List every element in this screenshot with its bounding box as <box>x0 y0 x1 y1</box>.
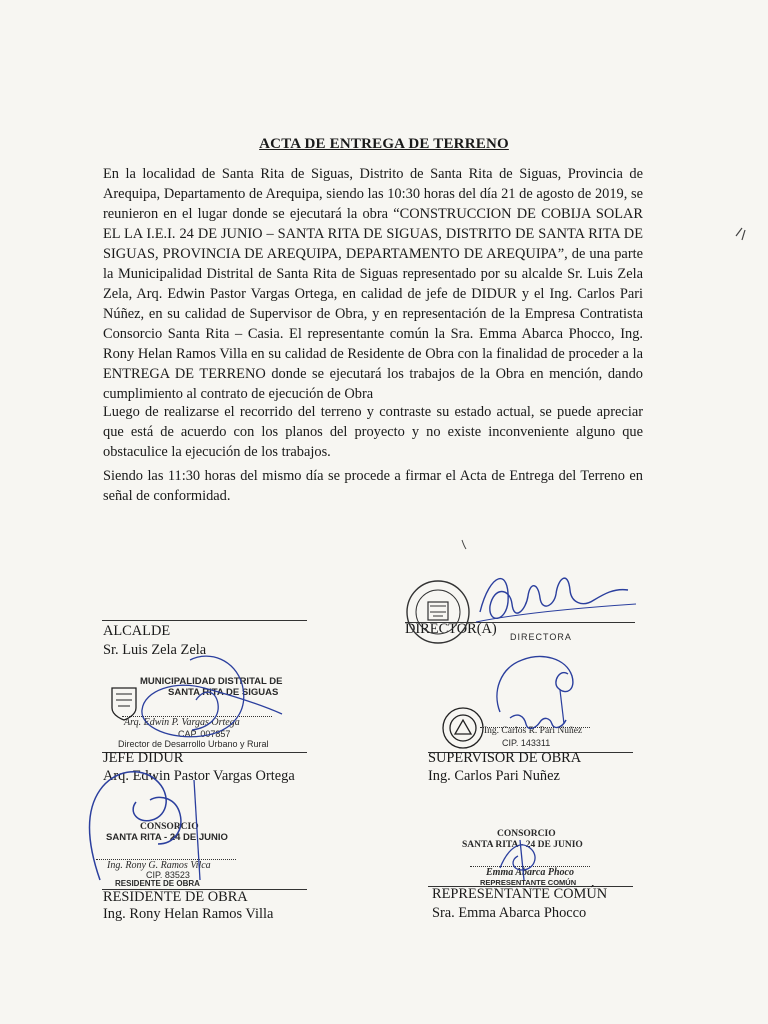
supervisor-name: Ing. Carlos Pari Nuñez <box>428 768 560 784</box>
supervisor-seal-icon <box>443 708 483 748</box>
directora-signature-icon <box>476 578 636 622</box>
paragraph-intro-text: En la localidad de Santa Rita de Siguas, Distrito de Santa Rita de Siguas, Provincia de Arequipa, Departamento de Arequipa, siendo las 10:30 horas del día 21 de agosto de 2019, se reunieron en el lugar donde se ejecutará la obra “CONSTRUCCION DE COBIJA SOLAR EL LA I.E.I. 24 DE JUNIO – SANTA RITA DE SIGUAS, DISTRITO DE SANTA RITA DE SIGUAS, PROVINCIA DE AREQUIPA, DEPARTAMENTO DE AREQUIPA”, de una parte la Municipalidad Distrital de Santa Rita de Siguas representado por su alcalde Sr. Luis Zela Zela, Arq. Edwin Pastor Vargas Ortega, en calidad de jefe de DIDUR y el Ing. Carlos Pari Núñez, en su calidad de Supervisor de Obra, y en representación de la Empresa Contratista Consorcio Santa Rita – Casia. El representante común la Sra. Emma Abarca Phocco, Ing. Rony Helan Ramos Villa en su calidad de Residente de Obra con la finalidad de proceder a la ENTREGA DE TERRENO donde se ejecutará los trabajos de la Obra en mención, dando cumplimiento al contrato de ejecución de Obra <box>103 166 643 402</box>
didur-role: JEFE DIDUR <box>103 750 184 766</box>
paragraph-inspection-text: Luego de realizarse el recorrido del terreno y contraste su estado actual, se puede apreciar que está de acuerdo con los planos del proyecto y no existe inconveniente alguno que obstaculice la ejecución de los trabajos. <box>103 404 643 460</box>
residente-name: Ing. Rony Helan Ramos Villa <box>103 906 274 922</box>
alcalde-role: ALCALDE <box>103 623 171 639</box>
representante-stamp-line-2: SANTA RITA - 24 DE JUNIO <box>462 840 583 850</box>
residente-stamp-cip: CIP. 83523 <box>146 870 190 880</box>
alcalde-signature-line <box>102 620 307 621</box>
supervisor-role: SUPERVISOR DE OBRA <box>428 750 582 766</box>
paragraph-intro <box>103 164 643 404</box>
document-title: ACTA DE ENTREGA DE TERRENO <box>259 136 509 152</box>
residente-stamp-line-1: CONSORCIO <box>140 822 199 832</box>
representante-stamp-post: REPRESENTANTE COMÚN <box>480 878 577 887</box>
didur-stamp-post: Director de Desarrollo Urbano y Rural <box>118 739 269 749</box>
representante-name: Sra. Emma Abarca Phocco <box>432 905 587 921</box>
representante-stamp-name: Emma Abarca Phoco <box>486 867 574 878</box>
residente-stamp-line-2: SANTA RITA - 24 DE JUNIO <box>106 832 228 843</box>
representante-role: REPRESENTANTE COMÚN <box>432 886 608 902</box>
stray-mark <box>736 228 745 240</box>
stray-mark <box>462 540 466 549</box>
didur-stamp-line-1: MUNICIPALIDAD DISTRITAL DE <box>140 676 283 687</box>
alcalde-name: Sr. Luis Zela Zela <box>103 642 207 658</box>
paragraph-closing-text: Siendo las 11:30 horas del mismo día se procede a firmar el Acta de Entrega del Terreno en señal de conformidad. <box>103 468 643 504</box>
didur-name: Arq. Edwin Pastor Vargas Ortega <box>103 768 295 784</box>
directora-stamp-caption: DIRECTORA <box>510 632 572 642</box>
supervisor-signature-icon <box>497 657 573 729</box>
residente-role: RESIDENTE DE OBRA <box>103 889 248 905</box>
directora-role: DIRECTOR(A) <box>405 621 497 637</box>
didur-stamp-cap: CAP. 007857 <box>178 729 231 739</box>
residente-stamp-post: RESIDENTE DE OBRA <box>115 879 200 888</box>
supervisor-stamp-name: Ing. Carlos R. Pari Nuñez <box>484 726 583 736</box>
representante-stamp-line-1: CONSORCIO <box>497 829 556 839</box>
paragraph-closing <box>103 466 643 506</box>
paragraph-inspection <box>103 402 643 462</box>
didur-stamp-line-2: SANTA RITA DE SIGUAS <box>168 687 279 698</box>
didur-stamp-name: Arq. Edwin P. Vargas Ortega <box>124 717 240 728</box>
residente-stamp-name: Ing. Rony G. Ramos Vilca <box>107 860 211 871</box>
supervisor-stamp-cip: CIP. 143311 <box>502 738 551 748</box>
